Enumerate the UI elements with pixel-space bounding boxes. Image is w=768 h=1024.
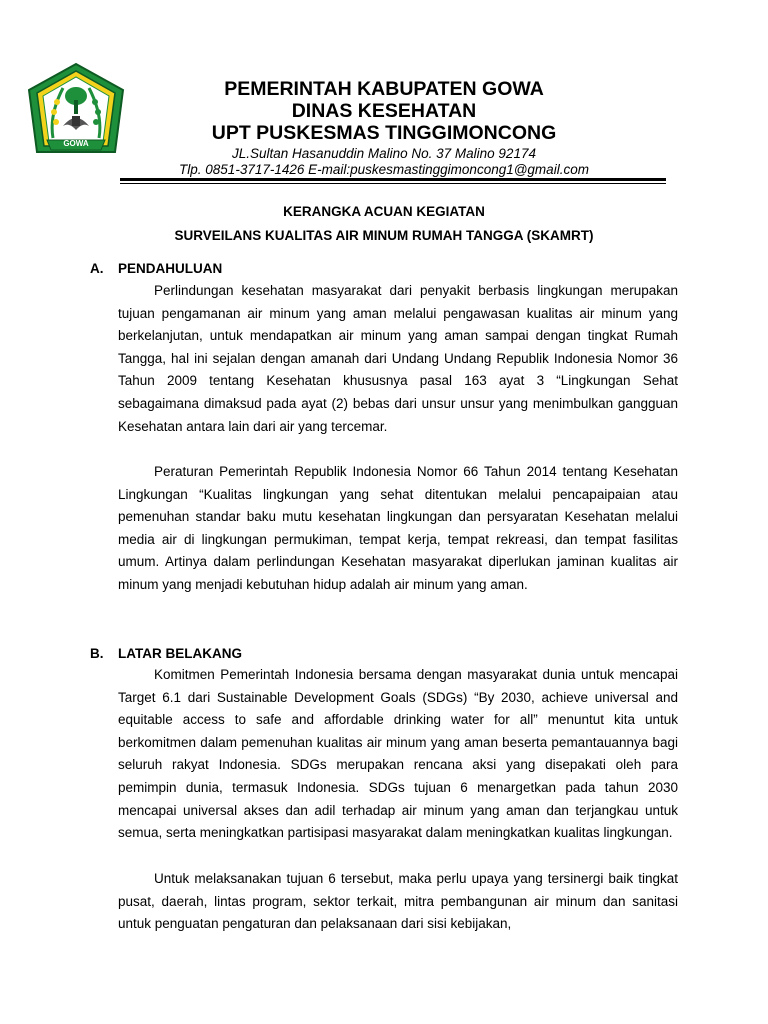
institution-name: UPT PUSKESMAS TINGGIMONCONG <box>211 122 557 144</box>
document-title: KERANGKA ACUAN KEGIATAN <box>283 204 485 219</box>
section-b-title: LATAR BELAKANG <box>118 646 242 661</box>
section-a-title: PENDAHULUAN <box>118 261 223 276</box>
section-a-heading <box>90 261 222 276</box>
letterhead-divider-thick <box>120 178 666 181</box>
emblem-icon <box>23 60 129 164</box>
section-b-paragraph-2: Untuk melaksanakan tujuan 6 tersebut, maka perlu upaya yang tersinergi baik tingkat pusat, daerah, lintas program, sektor terkait, mitra pembangunan air minum dan sanitasi untuk penguatan pengaturan dan pelaksanaan dari sisi kebijakan, <box>118 871 678 932</box>
section-a-number: A. <box>90 261 104 276</box>
emblem-ribbon-text: GOWA <box>63 139 89 148</box>
section-b-number: B. <box>90 646 104 661</box>
document-subtitle: SURVEILANS KUALITAS AIR MINUM RUMAH TANGGA (SKAMRT) <box>174 228 594 243</box>
department-name: DINAS KESEHATAN <box>291 100 477 122</box>
address-line: JL.Sultan Hasanuddin Malino No. 37 Malino 92174 <box>232 146 536 161</box>
government-name: PEMERINTAH KABUPATEN GOWA <box>224 78 544 100</box>
letterhead <box>130 78 638 178</box>
gowa-regency-emblem <box>23 60 129 164</box>
letterhead-divider-thin <box>120 183 666 184</box>
section-a-paragraph-2: Peraturan Pemerintah Republik Indonesia Nomor 66 Tahun 2014 tentang Kesehatan Lingkungan “Kualitas lingkungan yang sehat ditentukan melalui pencapaipaian atau pemenuhan standar baku mutu kesehatan lingkungan dan persyaratan Kesehatan melalui media air di lingkungan permukiman, tempat kerja, tempat rekreasi, dan tempat fasilitas umum. Artinya dalam perlindungan Kesehatan masyarakat diperlukan jaminan kualitas air minum yang menjadi kebutuhan hidup adalah air minum yang aman. <box>118 464 678 592</box>
section-a-paragraph-1: Perlindungan kesehatan masyarakat dari penyakit berbasis lingkungan merupakan tujuan pengamanan air minum yang aman melalui pengawasan kualitas air minum yang berkelanjutan, untuk mendapatkan air minum yang aman sampai dengan tingkat Rumah Tangga, hal ini sejalan dengan amanah dari Undang Undang Republik Indonesia Nomor 36 Tahun 2009 tentang Kesehatan khususnya pasal 163 ayat 3 “Lingkungan Sehat sebagaimana dimaksud pada ayat (2) bebas dari unsur unsur yang menimbulkan gangguan Kesehatan antara lain dari air yang tercemar. <box>118 283 678 434</box>
section-b-heading <box>90 646 242 661</box>
contact-line: Tlp. 0851-3717-1426 E-mail:puskesmastinggimoncong1@gmail.com <box>179 162 589 177</box>
section-b-paragraph-1: Komitmen Pemerintah Indonesia bersama dengan masyarakat dunia untuk mencapai Target 6.1 dari Sustainable Development Goals (SDGs) “By 2030, achieve universal and equitable access to safe and affordable drinking water for all” menuntut kita untuk berkomitmen dalam pemenuhan kualitas air minum yang aman beserta pemantauannya bagi seluruh rakyat Indonesia. SDGs merupakan rencana aksi yang disepakati oleh para pemimpin dunia, termasuk Indonesia. SDGs tujuan 6 menargetkan pada tahun 2030 mencapai universal akses dan adil terhadap air minum yang aman dan terjangkau untuk semua, serta meningkatkan partisipasi masyarakat dalam meningkatkan kualitas lingkungan. <box>118 667 678 841</box>
